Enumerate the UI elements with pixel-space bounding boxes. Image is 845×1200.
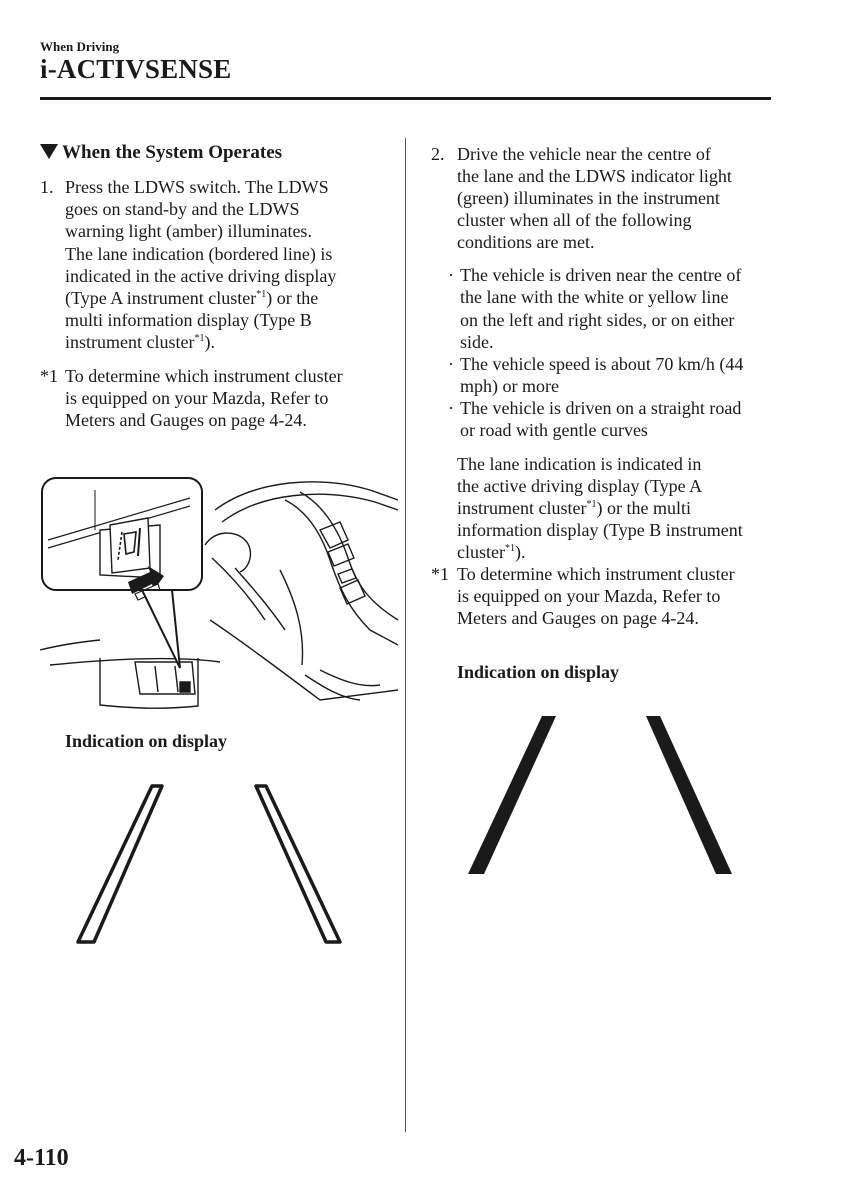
footnote-line: is equipped on your Mazda, Refer to bbox=[457, 586, 721, 606]
lane-indication-solid bbox=[460, 712, 750, 882]
footnote-ref: *1 bbox=[586, 499, 597, 510]
paragraph-line: information display (Type B instrument bbox=[457, 520, 743, 540]
bullet-icon: · bbox=[448, 265, 454, 285]
footnote-line: To determine which instrument cluster bbox=[65, 366, 343, 386]
list-item: side. bbox=[460, 332, 494, 352]
paragraph-line: cluster$^{*1}$). bbox=[457, 542, 526, 562]
figure-caption-left: Indication on display bbox=[65, 731, 228, 751]
list-item: or road with gentle curves bbox=[460, 420, 648, 440]
list-item: The vehicle is driven on a straight road bbox=[460, 398, 742, 418]
footnote-line: Meters and Gauges on page 4-24. bbox=[457, 608, 699, 628]
step-2-line: the lane and the LDWS indicator light bbox=[457, 166, 732, 186]
step-1-line: instrument cluster$^{*1}$). bbox=[65, 332, 215, 352]
footnote-ref: *1 bbox=[504, 543, 515, 554]
step-2-number: 2. bbox=[431, 144, 445, 164]
section-label: When Driving bbox=[40, 39, 120, 54]
column-divider bbox=[405, 138, 406, 1132]
bullet-icon: · bbox=[448, 398, 454, 418]
list-item: The vehicle is driven near the centre of bbox=[460, 265, 742, 285]
paragraph-line: instrument cluster$^{*1}$) or the multi bbox=[457, 498, 691, 518]
section-heading bbox=[40, 142, 282, 164]
list-item: the lane with the white or yellow line bbox=[460, 287, 729, 307]
page-title: i-ACTIVSENSE bbox=[40, 54, 232, 84]
step-2-line: conditions are met. bbox=[457, 232, 595, 252]
lane-indication-bordered bbox=[70, 780, 360, 950]
list-item: The vehicle speed is about 70 km/h (44 bbox=[460, 354, 744, 374]
step-2-line: cluster when all of the following bbox=[457, 210, 692, 230]
footnote-line: is equipped on your Mazda, Refer to bbox=[65, 388, 329, 408]
footnote-marker: *1 bbox=[40, 366, 58, 386]
footnote-line: Meters and Gauges on page 4-24. bbox=[65, 410, 307, 430]
footnote-marker: *1 bbox=[431, 564, 449, 584]
step-1-line: multi information display (Type B bbox=[65, 310, 312, 330]
paragraph-line: The lane indication is indicated in bbox=[457, 454, 702, 474]
paragraph-line: the active driving display (Type A bbox=[457, 476, 703, 496]
step-1-number: 1. bbox=[40, 177, 54, 197]
ldws-switch-illustration bbox=[40, 470, 400, 730]
step-2-line: (green) illuminates in the instrument bbox=[457, 188, 720, 208]
step-1-line: (Type A instrument cluster$^{*1}$) or the bbox=[65, 288, 319, 308]
list-item: mph) or more bbox=[460, 376, 559, 396]
figure-caption-right: Indication on display bbox=[457, 662, 620, 682]
step-1-line: warning light (amber) illuminates. bbox=[65, 221, 312, 241]
triangle-down-icon bbox=[40, 144, 58, 159]
step-1-line: indicated in the active driving display bbox=[65, 266, 337, 286]
footnote-ref: *1 bbox=[256, 289, 267, 300]
footnote-ref: *1 bbox=[194, 333, 205, 344]
step-1-line: Press the LDWS switch. The LDWS bbox=[65, 177, 329, 197]
section-heading-text: When the System Operates bbox=[62, 142, 283, 163]
title-divider bbox=[40, 97, 771, 100]
step-1-line: goes on stand-by and the LDWS bbox=[65, 199, 300, 219]
page-number: 4-110 bbox=[14, 1145, 69, 1171]
step-2-line: Drive the vehicle near the centre of bbox=[457, 144, 711, 164]
list-item: on the left and right sides, or on either bbox=[460, 310, 735, 330]
step-1-line: The lane indication (bordered line) is bbox=[65, 244, 333, 264]
bullet-icon: · bbox=[448, 354, 454, 374]
footnote-line: To determine which instrument cluster bbox=[457, 564, 735, 584]
